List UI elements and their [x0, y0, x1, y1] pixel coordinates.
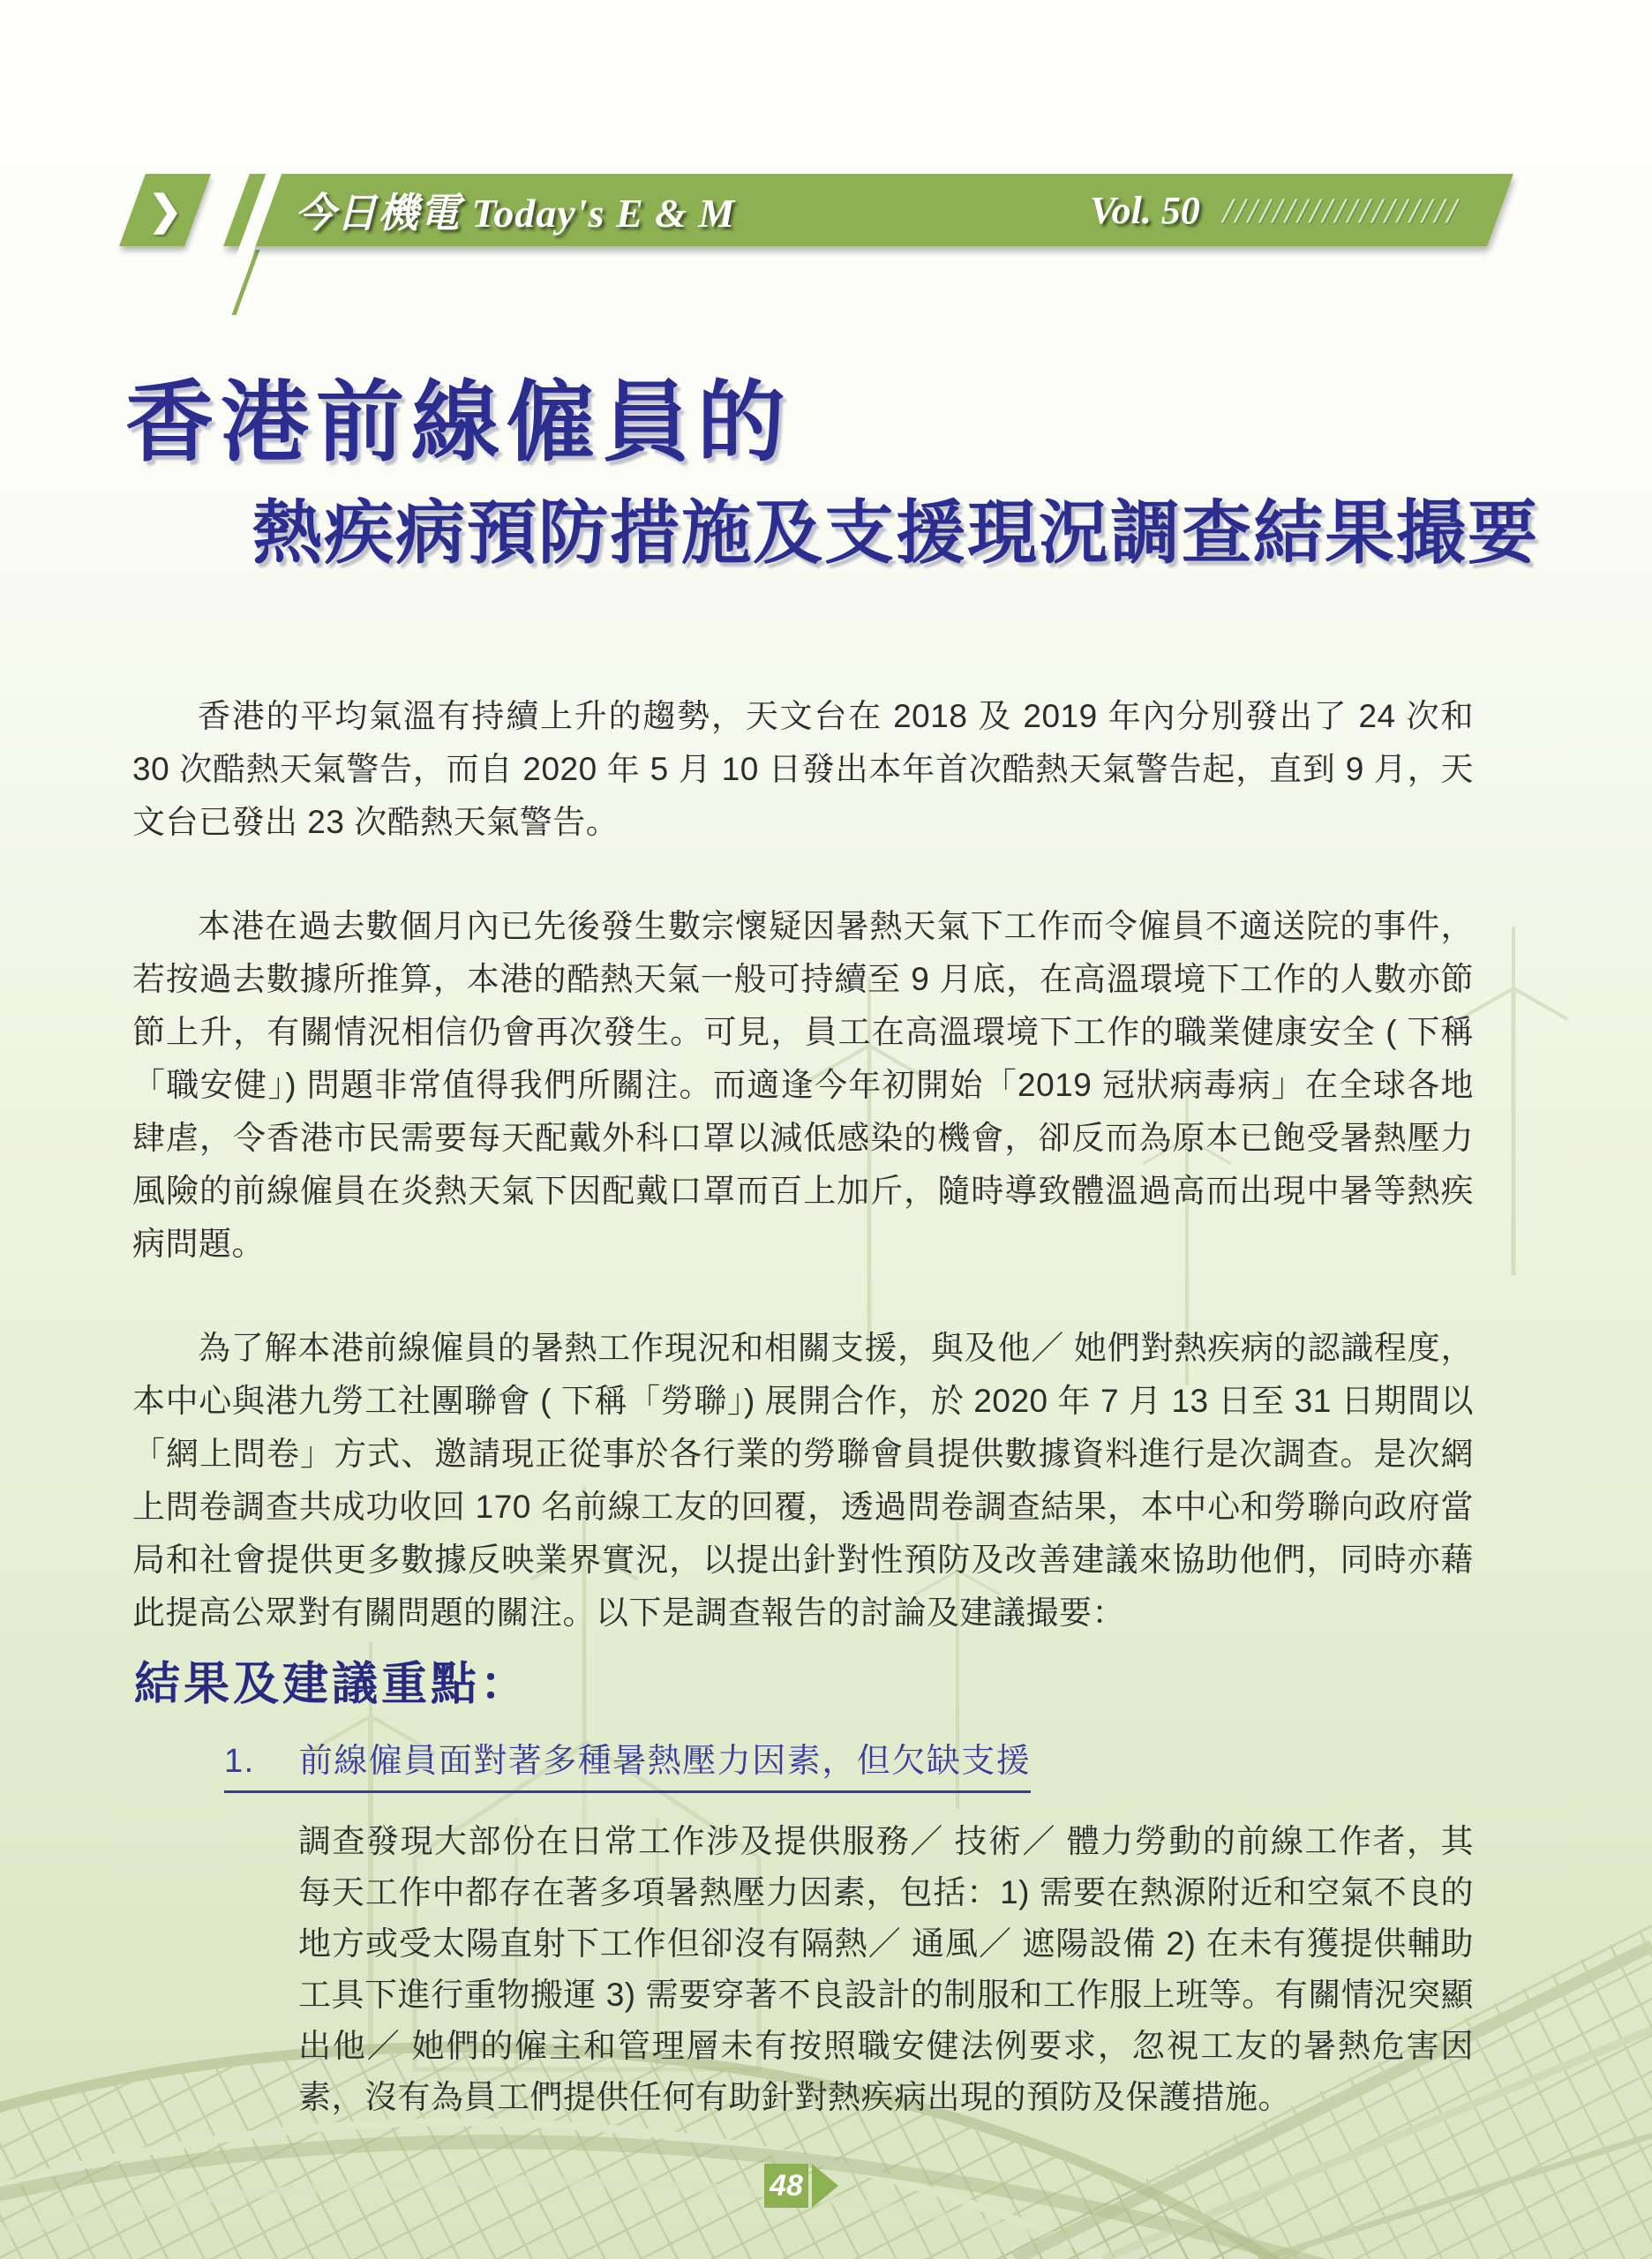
intro-paragraphs [132, 690, 1474, 1691]
chevron-right-icon: ❯ [147, 187, 183, 233]
page-number: 48 [764, 2164, 808, 2208]
finding-item-1 [224, 1733, 1477, 2123]
page-number-badge [764, 2164, 838, 2208]
volume-label: Vol. 50 [1090, 188, 1200, 232]
magazine-brand: 今日機電 Today's E & M [295, 191, 736, 236]
slash-pattern-decoration: /////////////////// [1222, 190, 1460, 230]
finding-1-heading [224, 1733, 1031, 1793]
article-title-line1: 香港前線僱員的 [125, 374, 792, 472]
finding-1-heading-text: 前線僱員面對著多種暑熱壓力因素，但欠缺支援 [298, 1743, 1032, 1780]
page-arrow-icon [812, 2164, 838, 2208]
section-heading: 結果及建議重點： [134, 1660, 530, 1710]
intro-paragraph-2: 本港在過去數個月內已先後發生數宗懷疑因暑熱天氣下工作而令僱員不適送院的事件，若按過去數據所推算，本港的酷熱天氣一般可持續至 9 月底，在高溫環境下工作的人數亦節節上升，有關情況相信仍會再次發生。可見，員工在高溫環境下工作的職業健康安全 ( 下稱「職安健」) 問題非常值得我們所關注。而適逢今年初開始「2019 冠狀病毒病」在全球各地肆虐，令香港市民需要每天配戴外科口罩以減低感染的機會，卻反而為原本已飽受暑熱壓力風險的前線僱員在炎熱天氣下因配戴口罩而百上加斤，隨時導致體溫過高而出現中暑等熱疾病問題。 [132, 908, 1474, 1262]
finding-1-number: 1. [224, 1743, 255, 1780]
article-title-line2: 熱疾病預防措施及支援現況調查結果撮要 [252, 496, 1539, 573]
intro-paragraph-3: 為了解本港前線僱員的暑熱工作現況和相關支援，與及他／ 她們對熱疾病的認識程度，本中心與港九勞工社團聯會 ( 下稱「勞聯」) 展開合作，於 2020 年 7 月 13 日至 31 日期間以「網上問卷」方式、邀請現正從事於各行業的勞聯會員提供數據資料進行是次調查。是次網上問卷調查共成功收回 170 名前線工友的回覆，透過問卷調查結果，本中心和勞聯向政府當局和社會提供更多數據反映業界實況，以提出針對性預防及改善建議來協助他們，同時亦藉此提高公眾對有關問題的關注。以下是調查報告的討論及建議撮要： [132, 1330, 1474, 1631]
finding-1-body: 調查發現大部份在日常工作涉及提供服務／ 技術／ 體力勞動的前線工作者，其每天工作中都存在著多項暑熱壓力因素，包括：1) 需要在熱源附近和空氣不良的地方或受太陽直射下工作但卻沒有隔熱／ 通風／ 遮陽設備 2) 在未有獲提供輔助工具下進行重物搬運 3) 需要穿著不良設計的制服和工作服上班等。有關情況突顯出他／ 她們的僱主和管理層未有按照職安健法例要求，忽視工友的暑熱危害因素，沒有為員工們提供任何有助針對熱疾病出現的預防及保護措施。 [298, 1823, 1474, 2115]
intro-paragraph-1: 香港的平均氣溫有持續上升的趨勢，天文台在 2018 及 2019 年內分別發出了 24 次和 30 次酷熱天氣警告，而自 2020 年 5 月 10 日發出本年首次酷熱天氣警告起，直到 9 月，天文台已發出 23 次酷熱天氣警告。 [132, 698, 1474, 840]
header-band-bar [223, 174, 1513, 246]
